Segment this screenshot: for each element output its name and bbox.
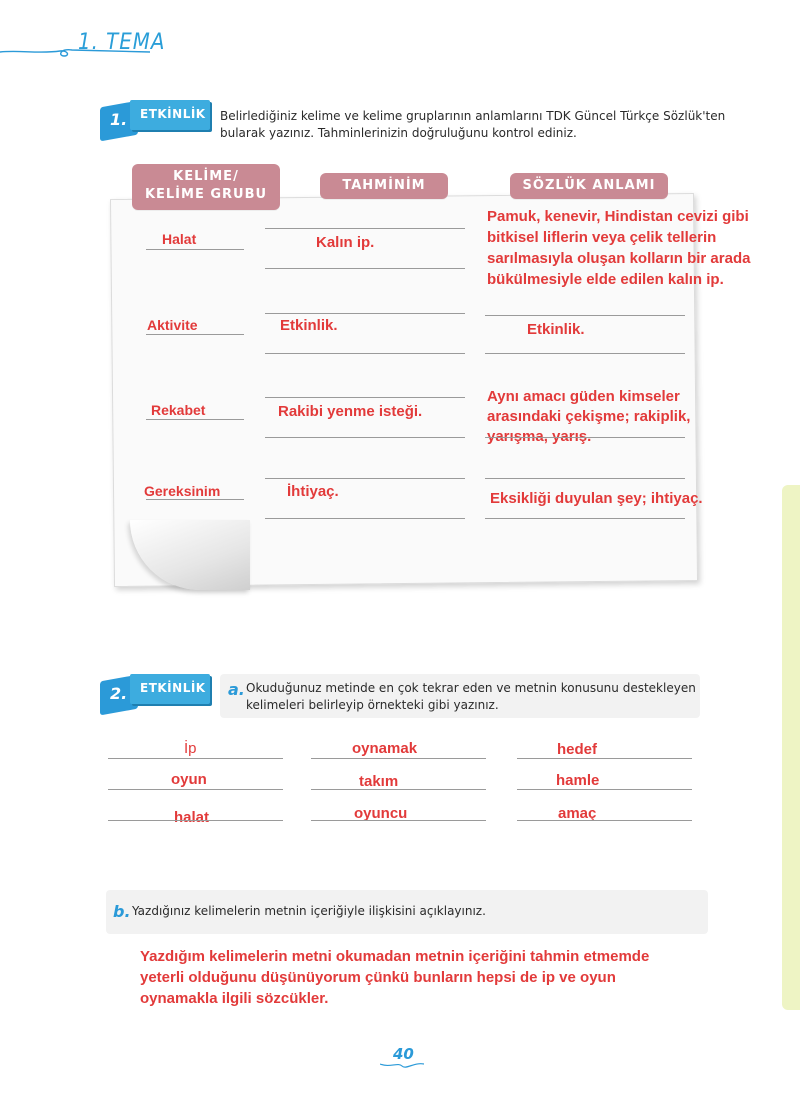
word-line-r3-c2 [311, 820, 486, 821]
word-r3-c1: halat [174, 809, 210, 826]
page-number: 40 [393, 1045, 414, 1063]
word-r3-c3: amaç [558, 805, 597, 822]
activity2b-letter: b. [113, 902, 131, 921]
row1-guess: Kalın ip. [316, 234, 375, 251]
word-line-r1-c2 [311, 758, 486, 759]
word-r1-c1: İp [184, 740, 197, 757]
activity2-label: ETKİNLİK [140, 681, 206, 695]
activity1-instruction: Belirlediğiniz kelime ve kelime gruplarının anlamlarını TDK Güncel Türkçe Sözlük'ten bularak yazınız. Tahminlerinizin doğruluğunu kontrol ediniz. [220, 109, 726, 140]
row1-guess-line-bottom [265, 268, 465, 269]
row1-dictionary: Pamuk, kenevir, Hindistan cevizi gibi bitkisel liflerin veya çelik tellerin sarılmasıyla oluşan kolların bir arada bükülmesiyle elde edilen kalın ip. [487, 208, 751, 288]
column-header-guess: TAHMİNİM [320, 173, 448, 199]
row2-guess-line-bottom [265, 353, 465, 354]
word-r1-c2: oynamak [352, 740, 418, 757]
row2-dict-line-bottom [485, 353, 685, 354]
row3-word-line [146, 419, 244, 420]
row3-word: Rekabet [151, 402, 206, 418]
row4-guess-line-bottom [265, 518, 465, 519]
row2-dict-line-top [485, 315, 685, 316]
row2-guess: Etkinlik. [280, 317, 338, 334]
row4-dict-line-bottom [485, 518, 685, 519]
word-line-r2-c1 [108, 789, 283, 790]
row3-dictionary: Aynı amacı güden kimseler arasındaki çekişme; rakiplik, yarışma, yarış. [487, 388, 691, 445]
row2-word-line [146, 334, 244, 335]
activity1-number: 1. [110, 110, 128, 130]
activity1-label: ETKİNLİK [140, 107, 206, 121]
word-line-r1-c1 [108, 758, 283, 759]
row3-guess-line-bottom [265, 437, 465, 438]
column-header-word: KELİME/ KELİME GRUBU [132, 164, 280, 210]
word-r1-c3: hedef [557, 741, 598, 758]
word-line-r2-c3 [517, 789, 692, 790]
word-line-r3-c1 [108, 820, 283, 821]
row2-guess-line-top [265, 313, 465, 314]
row3-dict-line-bottom [485, 437, 685, 438]
word-r2-c3: hamle [556, 772, 600, 789]
row2-word: Aktivite [147, 317, 198, 333]
theme-title: 1. TEMA [78, 30, 166, 55]
word-line-r3-c3 [517, 820, 692, 821]
row4-dict-line-top [485, 478, 685, 479]
page-number-flourish [380, 1060, 424, 1072]
activity2a-letter: a. [228, 680, 245, 699]
row1-word-line [146, 249, 244, 250]
row1-word: Halat [162, 231, 197, 247]
word-r2-c1: oyun [171, 771, 207, 788]
row4-guess-line-top [265, 478, 465, 479]
row4-word-line [146, 499, 244, 500]
activity2b-answer: Yazdığım kelimelerin metni okumadan metnin içeriğini tahmin etmemde yeterli olduğunu düşünüyorum çünkü bunların hepsi de ip ve oyun oynamakla ilgili sözcükler. [140, 948, 650, 1007]
activity2a-instruction: Okuduğunuz metinde en çok tekrar eden ve metnin konusunu destekleyen kelimeleri belirleyip örnekteki gibi yazınız. [246, 681, 696, 712]
row2-dictionary: Etkinlik. [527, 321, 585, 338]
word-line-r2-c2 [311, 789, 486, 790]
row4-word: Gereksinim [144, 483, 221, 499]
side-strip [782, 485, 800, 1010]
row1-guess-line-top [265, 228, 465, 229]
word-line-r1-c3 [517, 758, 692, 759]
column-header-dictionary: SÖZLÜK ANLAMI [510, 173, 668, 199]
word-r3-c2: oyuncu [354, 805, 408, 822]
row3-guess: Rakibi yenme isteği. [278, 403, 423, 420]
row4-guess: İhtiyaç. [287, 483, 339, 500]
row4-dictionary: Eksikliği duyulan şey; ihtiyaç. [490, 490, 703, 507]
activity2-number: 2. [110, 684, 128, 704]
row3-guess-line-top [265, 397, 465, 398]
activity2b-instruction: Yazdığınız kelimelerin metnin içeriğiyle ilişkisini açıklayınız. [132, 904, 486, 918]
word-r2-c2: takım [359, 773, 399, 790]
